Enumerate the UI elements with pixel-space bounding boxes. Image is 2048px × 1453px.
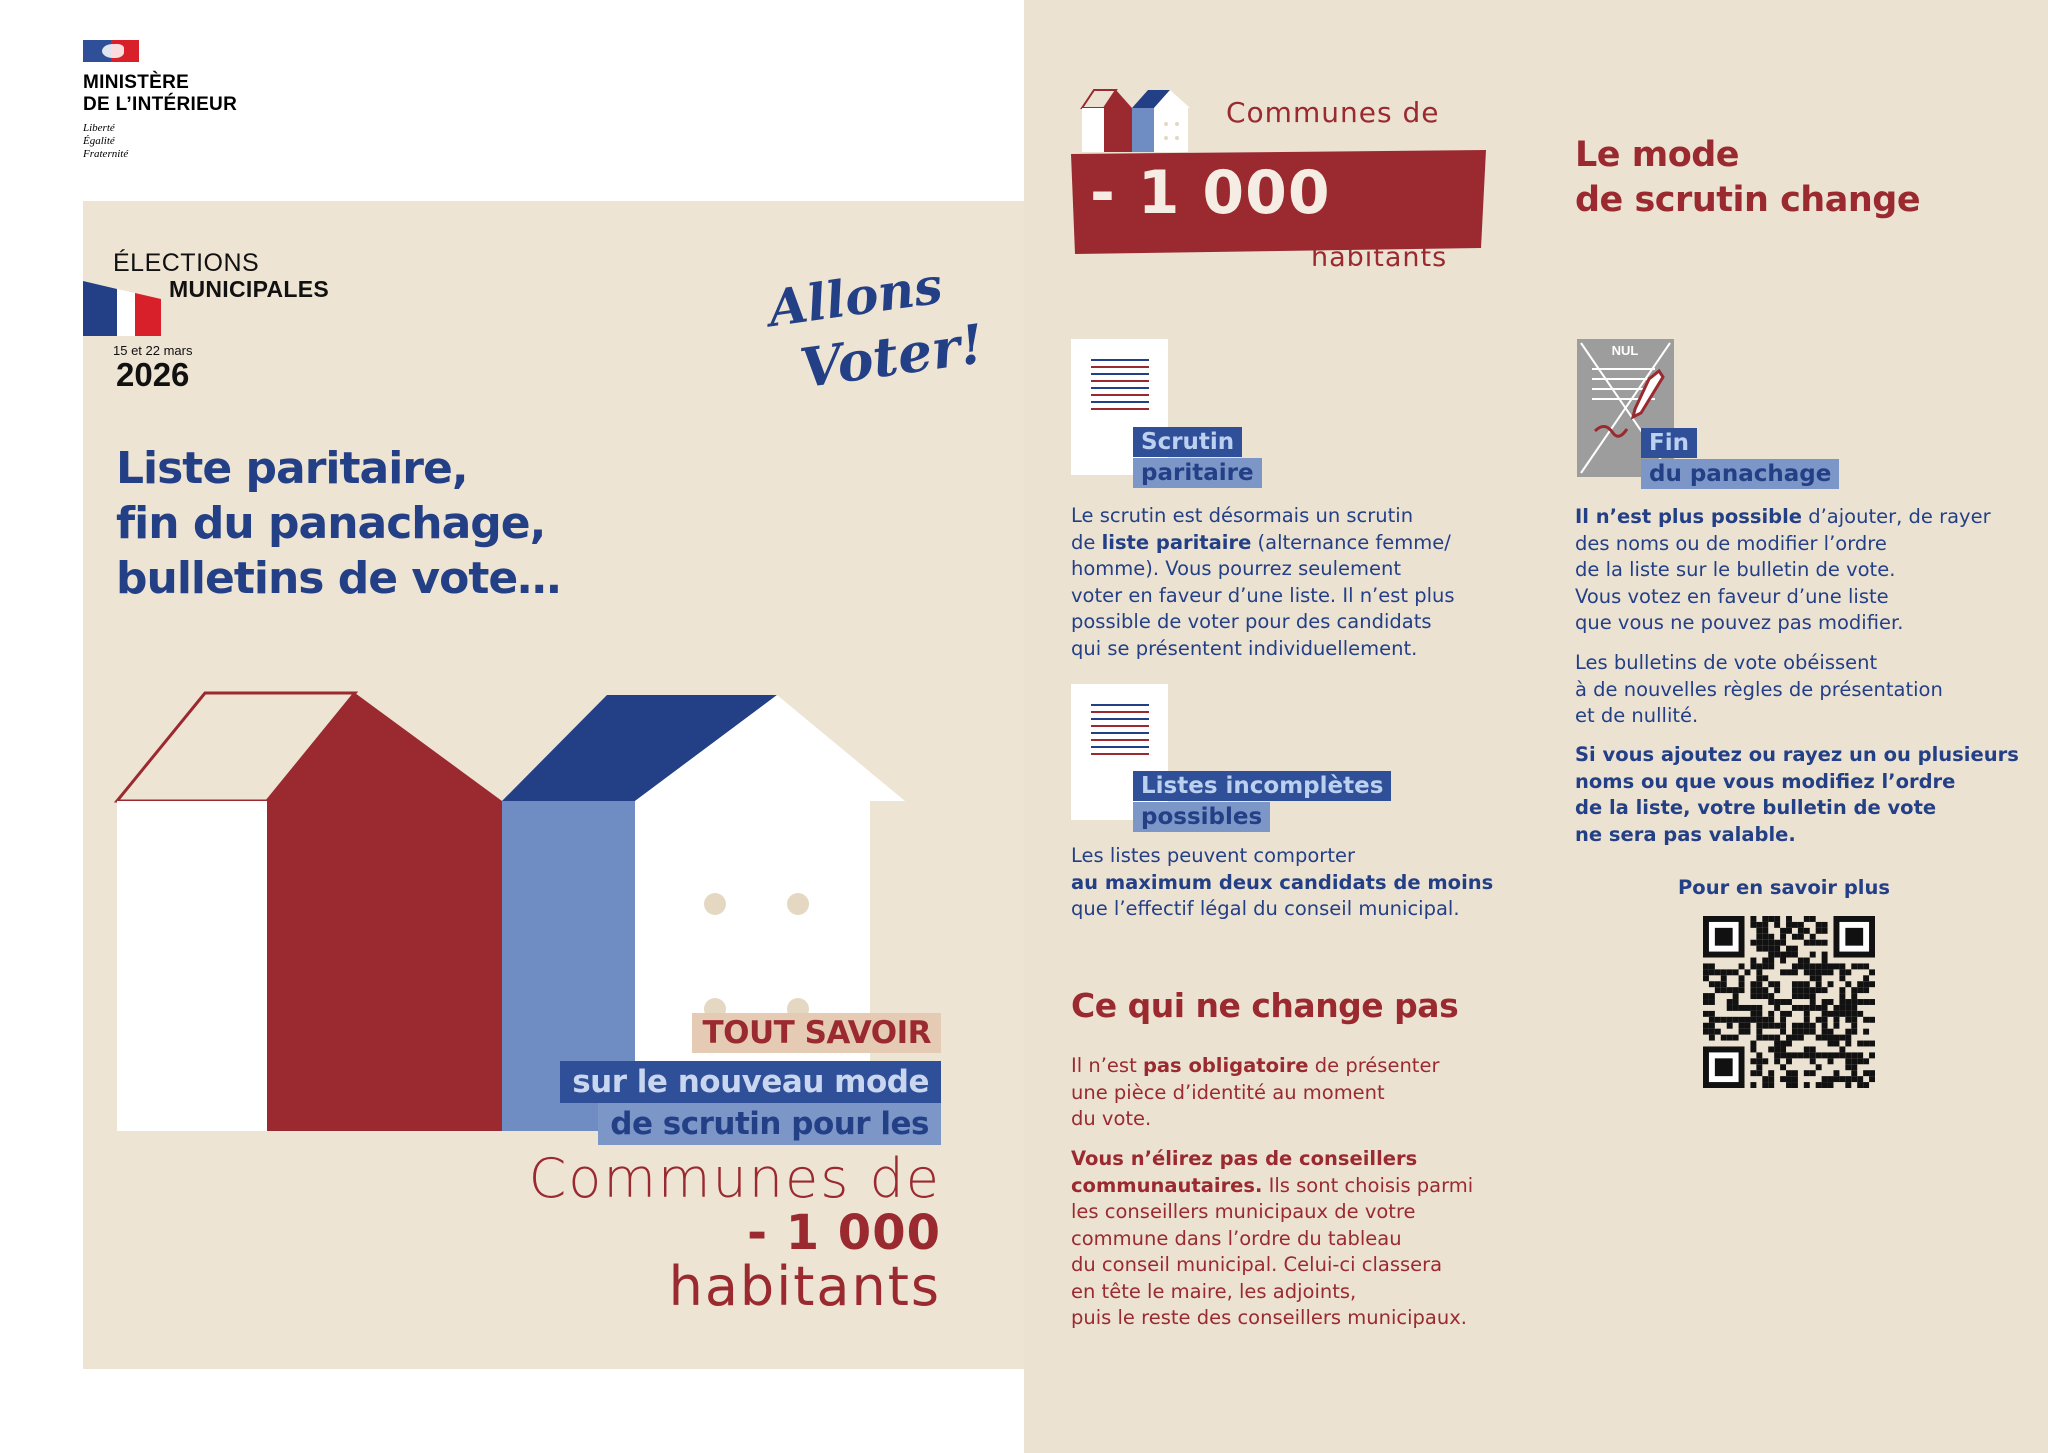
communautaires-paragraph: [1071, 1146, 1473, 1332]
tout-savoir-label: TOUT SAVOIR: [692, 1013, 941, 1053]
republic-motto: Liberté Égalité Fraternité: [83, 122, 129, 160]
paragraph-line: au maximum deux candidats de moins: [1071, 870, 1494, 894]
habitants-label: habitants: [668, 1255, 941, 1318]
info-page: [1024, 0, 2048, 1453]
badge-number: - 1 000: [1090, 158, 1331, 228]
cover-panel: [83, 201, 1024, 1369]
houses-mini-icon: [1080, 88, 1190, 152]
tag-listes-incompletes: Listes incomplètes: [1133, 771, 1391, 801]
cover-headline: Liste paritaire, fin du panachage, bulletins de vote…: [116, 443, 561, 604]
election-dates: 15 et 22 mars: [113, 343, 193, 358]
paragraph-line: Vous n’élirez pas de conseillers: [1071, 1147, 1418, 1170]
badge-communes-label: Communes de: [1226, 96, 1440, 129]
paragraph-line: Il n’est pas obligatoire de présenter: [1071, 1054, 1440, 1077]
paragraph-line: de la liste, votre bulletin de vote: [1575, 796, 1937, 819]
paragraph-line: une pièce d’identité au moment: [1071, 1080, 1385, 1104]
tag-scrutin: Scrutin: [1133, 427, 1242, 457]
allons-voter-slogan: [763, 255, 988, 401]
section-title-unchanged: Ce qui ne change pas: [1071, 986, 1459, 1025]
paragraph-line: communautaires. Ils sont choisis parmi: [1071, 1173, 1474, 1197]
paragraph-line: du conseil municipal. Celui-ci classera: [1071, 1253, 1443, 1276]
paragraph-line: que vous ne pouvez pas modifier.: [1575, 611, 1904, 634]
paragraph-line: Si vous ajoutez ou rayez un ou plusieurs: [1575, 743, 2019, 766]
scrutin-paragraph: [1071, 503, 1455, 662]
paragraph-line: puis le reste des conseillers municipaux.: [1071, 1306, 1467, 1329]
paragraph-line: commune dans l’ordre du tableau: [1071, 1226, 1402, 1250]
paragraph-line: noms ou que vous modifiez l’ordre: [1575, 769, 1956, 793]
french-flag-icon: [83, 281, 178, 336]
paragraph-line: à de nouvelles règles de présentation: [1575, 677, 1943, 701]
tag-possibles: possibles: [1133, 802, 1270, 832]
election-year: 2026: [116, 356, 190, 393]
paragraph-line: homme). Vous pourrez seulement: [1071, 557, 1402, 580]
paragraph-line: Le scrutin est désormais un scrutin: [1071, 504, 1414, 527]
listes-paragraph: [1071, 843, 1493, 923]
svg-text:Allons: Allons: [764, 255, 946, 339]
paragraph-line: de la liste sur le bulletin de vote.: [1575, 558, 1896, 581]
marianne-flag-icon: [83, 40, 139, 62]
tag-fin: Fin: [1641, 428, 1697, 458]
subtitle-line-2: de scrutin pour les: [598, 1103, 941, 1145]
paragraph-line: Vous votez en faveur d’une liste: [1575, 584, 1889, 608]
more-info-label: Pour en savoir plus: [1678, 876, 1890, 899]
paragraph-line: qui se présentent individuellement.: [1071, 636, 1418, 660]
paragraph-line: et de nullité.: [1575, 704, 1699, 727]
paragraph-line: Il n’est plus possible d’ajouter, de rayer: [1575, 505, 1991, 528]
paragraph-line: en tête le maire, les adjoints,: [1071, 1279, 1357, 1303]
paragraph-line: Les bulletins de vote obéissent: [1575, 651, 1878, 674]
paragraph-line: Les listes peuvent comporter: [1071, 844, 1355, 867]
svg-text:Voter!: Voter!: [796, 311, 988, 401]
qr-code[interactable]: [1703, 916, 1875, 1088]
ministry-logo: [83, 40, 283, 161]
badge-habitants-label: habitants: [1311, 242, 1448, 273]
nullity-warning: [1575, 742, 2019, 848]
svg-text:NUL: NUL: [1611, 343, 1639, 358]
communes-label: Communes de: [528, 1147, 941, 1210]
paragraph-line: possible de voter pour des candidats: [1071, 610, 1432, 633]
paragraph-line: que l’effectif légal du conseil municipal.: [1071, 897, 1460, 920]
tag-du-panachage: du panachage: [1641, 459, 1839, 489]
subtitle-line-1: sur le nouveau mode: [560, 1061, 941, 1103]
paragraph-line: voter en faveur d’une liste. Il n’est plus: [1071, 583, 1455, 607]
elections-label: ÉLECTIONS MUNICIPALES: [113, 249, 330, 302]
paragraph-line: les conseillers municipaux de votre: [1071, 1200, 1416, 1223]
id-paragraph: [1071, 1053, 1439, 1133]
paragraph-line: de liste paritaire (alternance femme/: [1071, 530, 1451, 554]
cover-subtitle: [421, 1013, 941, 1318]
section-title-mode-change: Le mode de scrutin change: [1575, 135, 1921, 220]
population-number: - 1 000: [747, 1205, 941, 1261]
paragraph-line: des noms ou de modifier l’ordre: [1575, 531, 1887, 555]
tag-paritaire: paritaire: [1133, 458, 1262, 488]
panachage-paragraph: [1575, 504, 1991, 637]
paragraph-line: ne sera pas valable.: [1575, 822, 1796, 846]
bulletins-paragraph: [1575, 650, 1943, 730]
paragraph-line: du vote.: [1071, 1107, 1152, 1130]
ministry-title: MINISTÈRE DE L’INTÉRIEUR: [83, 72, 238, 115]
